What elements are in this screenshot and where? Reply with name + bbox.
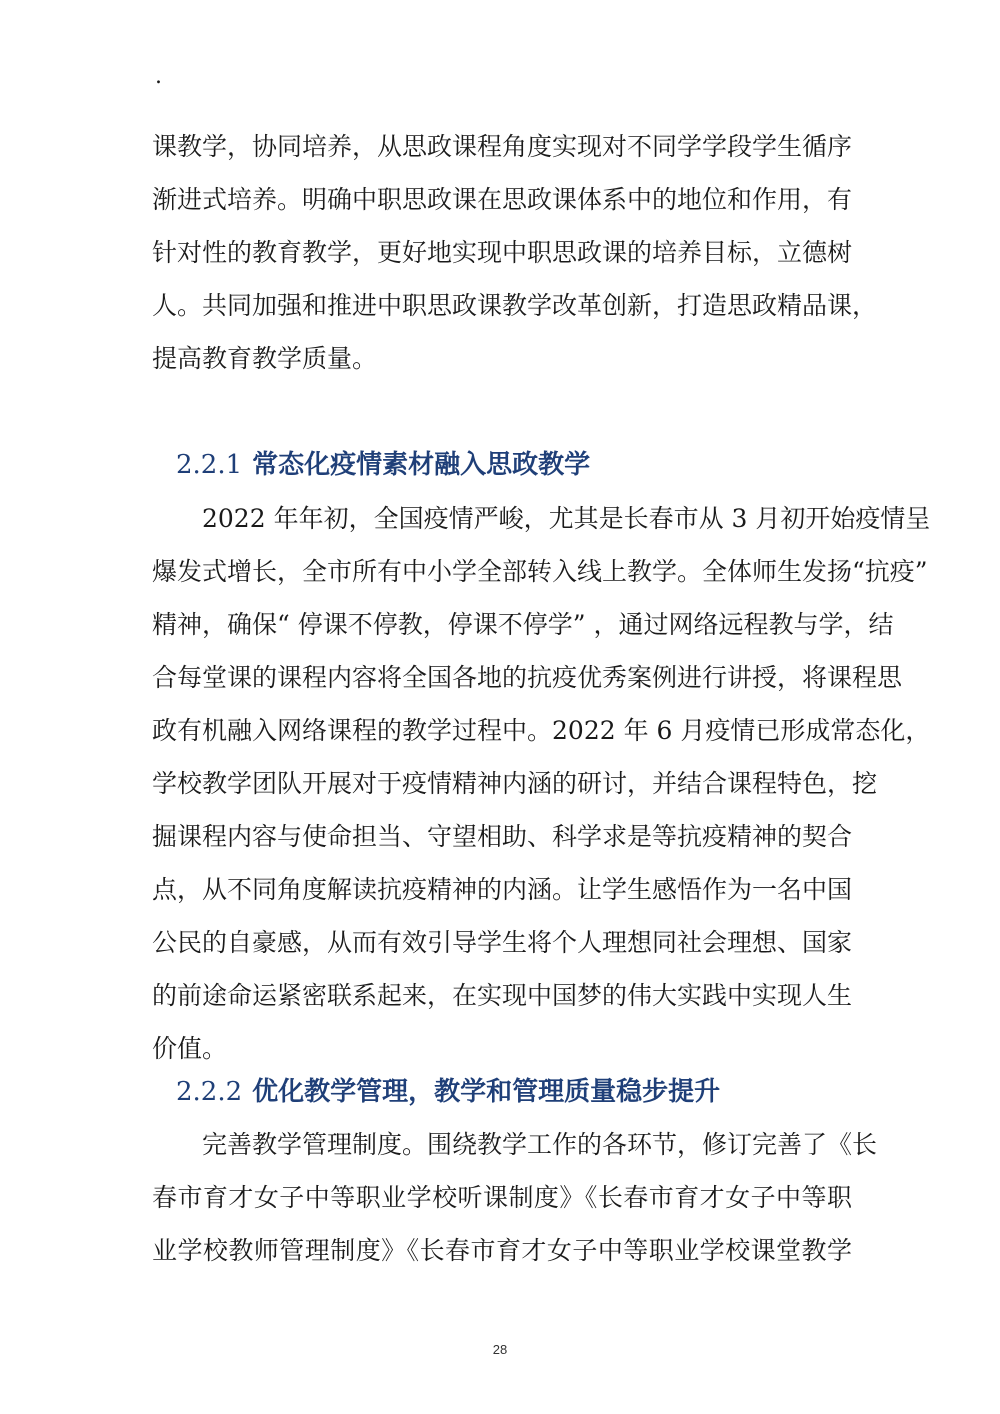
section-title: 常态化疫情素材融入思政教学: [252, 450, 591, 480]
section-number: 2.2.1: [176, 450, 243, 480]
paragraph-line: 提高教育教学质量。: [152, 344, 378, 373]
paragraph-line: 人。共同加强和推进中职思政课教学改革创新，打造思政精品课，: [152, 291, 878, 320]
paragraph-line: 政有机融入网络课程的教学过程中。2022 年 6 月疫情已形成常态化，: [152, 716, 931, 745]
paragraph-line: 爆发式增长，全市所有中小学全部转入线上教学。全体师生发扬“抗疫”: [152, 557, 928, 586]
top-mark: .: [155, 64, 162, 89]
paragraph-line: 2022 年年初，全国疫情严峻，尤其是长春市从 3 月初开始疫情呈: [202, 504, 931, 533]
paragraph-line: 价值。: [152, 1034, 228, 1063]
section-heading: [176, 1077, 720, 1107]
paragraph-line: 春市育才女子中等职业学校听课制度》《长春市育才女子中等职: [152, 1183, 852, 1212]
paragraph-line: 掘课程内容与使命担当、守望相助、科学求是等抗疫精神的契合: [152, 822, 853, 851]
section-title: 优化教学管理，教学和管理质量稳步提升: [252, 1077, 721, 1107]
paragraph-line: 学校教学团队开展对于疫情精神内涵的研讨，并结合课程特色，挖: [152, 769, 878, 798]
page-number: 28: [492, 1342, 508, 1357]
section-heading: [176, 450, 590, 480]
paragraph-line: 业学校教师管理制度》《长春市育才女子中等职业学校课堂教学: [152, 1236, 852, 1265]
paragraph-line: 的前途命运紧密联系起来，在实现中国梦的伟大实践中实现人生: [152, 981, 853, 1010]
paragraph-line: 课教学，协同培养，从思政课程角度实现对不同学学段学生循序: [152, 132, 853, 161]
paragraph-line: 渐进式培养。明确中职思政课在思政课体系中的地位和作用，有: [152, 185, 853, 214]
paragraph-line: 公民的自豪感，从而有效引导学生将个人理想同社会理想、国家: [152, 928, 853, 957]
section-number: 2.2.2: [176, 1077, 243, 1107]
paragraph-line: 精神，确保“ 停课不停教，停课不停学” ，通过网络远程教与学，结: [152, 610, 894, 639]
paragraph-line: 点，从不同角度解读抗疫精神的内涵。让学生感悟作为一名中国: [152, 875, 853, 904]
paragraph-line: 完善教学管理制度。围绕教学工作的各环节，修订完善了《长: [202, 1130, 878, 1159]
paragraph-line: 针对性的教育教学，更好地实现中职思政课的培养目标，立德树: [152, 238, 853, 267]
paragraph-line: 合每堂课的课程内容将全国各地的抗疫优秀案例进行讲授，将课程思: [152, 663, 903, 692]
